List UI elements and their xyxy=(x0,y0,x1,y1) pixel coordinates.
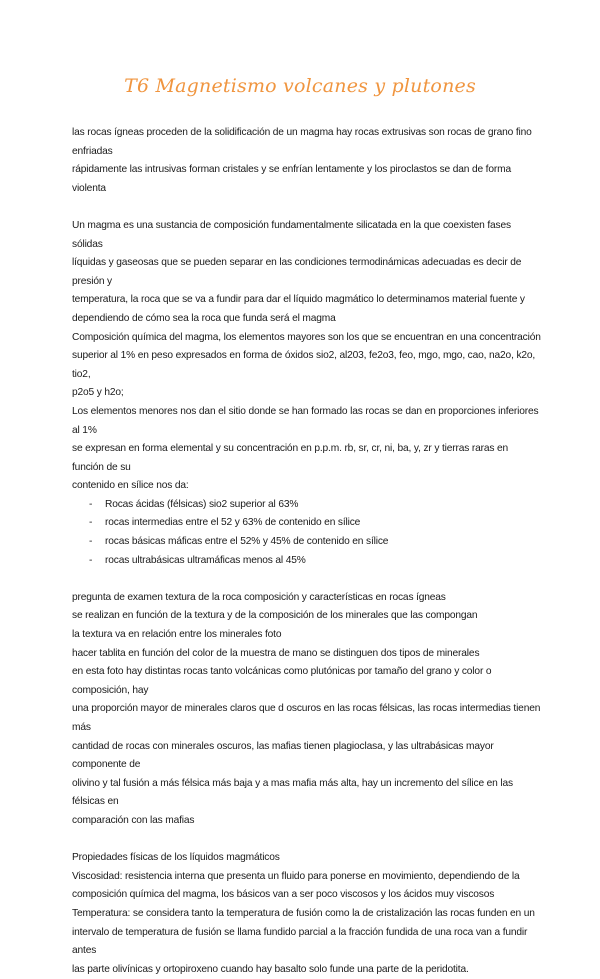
text-line: se expresan en forma elemental y su concentración en p.p.m. rb, sr, cr, ni, ba, y, zr y tierras raras en función de su xyxy=(72,443,509,473)
paragraph-gap xyxy=(72,831,542,850)
intro-paragraph xyxy=(72,124,542,198)
text-line: hacer tablita en función del color de la muestra de mano se distinguen dos tipos de minerales xyxy=(72,647,480,659)
magma-section xyxy=(72,217,542,496)
text-line: la textura va en relación entre los minerales foto xyxy=(72,629,282,641)
text-line: las parte olivínicas y ortopiroxeno cuando hay basalto solo funde una parte de la peridotita. xyxy=(72,963,469,975)
list-item: - Rocas ácidas (félsicas) sio2 superior al 63% xyxy=(72,496,542,515)
document-body xyxy=(72,124,542,979)
text-line: las rocas ígneas proceden de la solidificación de un magma hay rocas extrusivas son rocas de grano fino enfriadas xyxy=(72,127,532,157)
rock-types-list xyxy=(72,496,542,570)
text-line: Un magma es una sustancia de composición fundamentalmente silicatada en la que coexisten fases sólidas xyxy=(72,219,511,250)
list-item: - rocas ultrabásicas ultramáficas menos al 45% xyxy=(72,552,542,571)
text-line: se realizan en función de la textura y de la composición de los minerales que las compongan xyxy=(72,610,478,622)
text-line: olivino y tal fusión a más félsica más baja y a mas mafia más alta, hay un incremento del sílice en las félsicas en xyxy=(72,777,513,808)
list-item: - rocas básicas máficas entre el 52% y 45% de contenido en sílice xyxy=(72,533,542,552)
section-heading: Propiedades físicas de los líquidos magmáticos xyxy=(72,852,280,864)
text-line: rápidamente las intrusivas forman cristales y se enfrían lentamente y los piroclastos se dan de forma violenta xyxy=(72,164,511,194)
text-line: p2o5 y h2o; xyxy=(72,387,124,399)
text-line: líquidas y gaseosas que se pueden separar en las condiciones termodinámicas adecuadas es decir de presión y xyxy=(72,257,522,287)
text-line: Viscosidad: resistencia interna que presenta un fluido para ponerse en movimiento, dependiendo de la xyxy=(72,870,520,882)
properties-section xyxy=(72,849,542,979)
list-item: - rocas intermedias entre el 52 y 63% de contenido en sílice xyxy=(72,514,542,533)
text-line: Los elementos menores nos dan el sitio donde se han formado las rocas se dan en proporciones inferiores al 1% xyxy=(72,405,539,436)
text-line: dependiendo de cómo sea la roca que funda será el magma xyxy=(72,312,336,324)
text-line: pregunta de examen textura de la roca composición y características en rocas ígneas xyxy=(72,591,446,603)
page-title: T6 Magnetismo volcanes y plutones xyxy=(124,75,476,97)
text-line: en esta foto hay distintas rocas tanto volcánicas como plutónicas por tamaño del grano y color o composición, hay xyxy=(72,666,492,696)
exam-section xyxy=(72,589,542,831)
text-line: una proporción mayor de minerales claros que d oscuros en las rocas félsicas, las rocas intermedias tienen más xyxy=(72,703,541,733)
text-line: temperatura, la roca que se va a fundir para dar el líquido magmático lo determinamos material fuente y xyxy=(72,294,525,306)
paragraph-gap xyxy=(72,570,542,589)
text-line: Temperatura: se considera tanto la temperatura de fusión como la de cristalización las rocas funden en un xyxy=(72,907,535,919)
text-line: comparación con las mafias xyxy=(72,814,195,826)
text-line: superior al 1% en peso expresados en forma de óxidos sio2, al203, fe2o3, feo, mgo, mgo, cao, na2o, k2o, tio2, xyxy=(72,350,536,380)
text-line: Composición química del magma, los elementos mayores son los que se encuentran en una concentración xyxy=(72,331,541,343)
text-line: cantidad de rocas con minerales oscuros, las mafias tienen plagioclasa, y las ultrabásicas mayor componente de xyxy=(72,740,494,771)
text-line: intervalo de temperatura de fusión se llama fundido parcial a la fracción fundida de una roca van a fundir antes xyxy=(72,926,528,957)
paragraph-gap xyxy=(72,198,542,217)
text-line: composición química del magma, los básicos van a ser poco viscosos y los ácidos muy viscosos xyxy=(72,889,495,901)
text-line: contenido en sílice nos da: xyxy=(72,480,189,492)
